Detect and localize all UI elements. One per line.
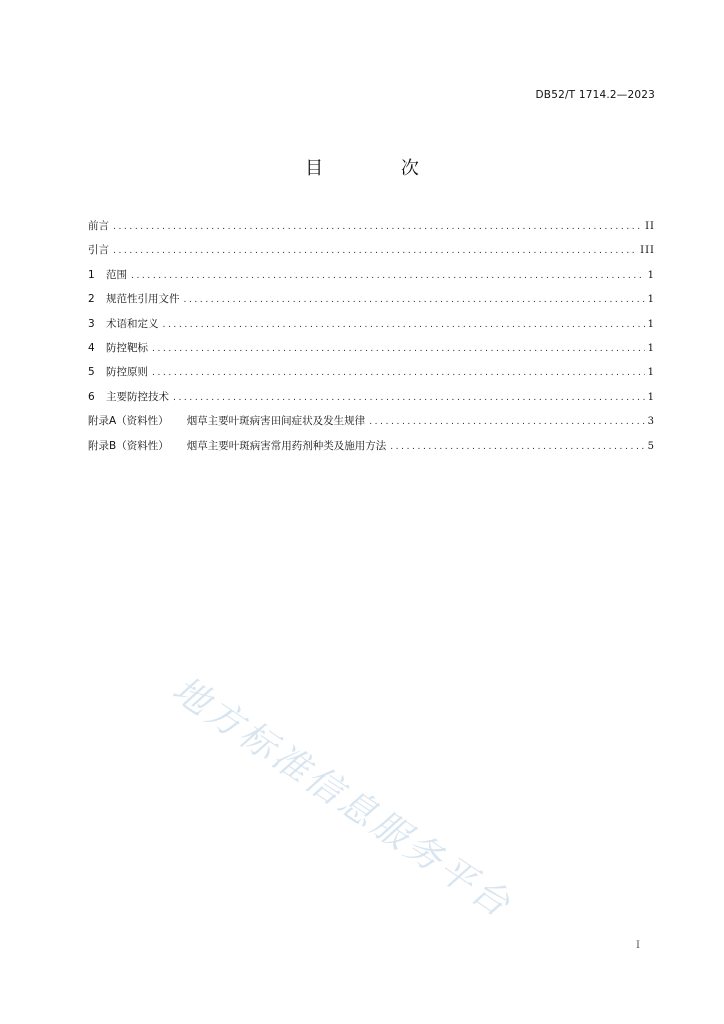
toc-entry-label: 烟草主要叶斑病害田间症状及发生规律 xyxy=(186,415,366,428)
toc-leader-dots xyxy=(163,317,645,333)
page-number: I xyxy=(636,940,640,951)
toc-leader-dots xyxy=(173,390,645,406)
toc-entry-number: 3 xyxy=(88,317,95,330)
table-of-contents xyxy=(88,218,655,462)
toc-appendix-label: 附录A（资料性） xyxy=(88,415,169,428)
toc-entry-control-targets[interactable] xyxy=(88,340,655,364)
toc-entry-number: 1 xyxy=(88,268,95,281)
toc-entry-number: 4 xyxy=(88,341,95,354)
toc-entry-label: 范围 xyxy=(106,268,127,281)
toc-entry-label: 术语和定义 xyxy=(106,317,159,330)
toc-entry-label: 主要防控技术 xyxy=(106,390,169,403)
standard-code: DB52/T 1714.2—2023 xyxy=(535,89,655,101)
toc-entry-label: 前言 xyxy=(88,220,109,232)
toc-entry-number: 6 xyxy=(88,390,95,403)
toc-entry-label: 规范性引用文件 xyxy=(106,293,180,306)
toc-entry-page: II xyxy=(645,221,655,232)
toc-entry-page: 1 xyxy=(647,391,655,403)
toc-entry-appendix-a[interactable] xyxy=(88,413,655,437)
toc-entry-label: 引言 xyxy=(88,244,109,257)
toc-entry-terms-definitions[interactable] xyxy=(88,316,655,340)
toc-entry-normative-references[interactable] xyxy=(88,291,655,315)
toc-entry-introduction[interactable] xyxy=(88,242,655,266)
toc-entry-page: 5 xyxy=(647,440,655,452)
page-title: 目 次 xyxy=(305,158,455,179)
toc-entry-label: 防控靶标 xyxy=(106,341,148,354)
watermark: 地方标准信息服务平台 xyxy=(164,668,520,927)
toc-leader-dots xyxy=(113,219,642,235)
toc-entry-control-techniques[interactable] xyxy=(88,389,655,413)
toc-entry-page: 3 xyxy=(647,416,655,428)
toc-leader-dots xyxy=(113,243,637,259)
toc-entry-scope[interactable] xyxy=(88,267,655,291)
toc-entry-page: 1 xyxy=(647,342,655,354)
toc-appendix-label: 附录B（资料性） xyxy=(88,439,169,452)
toc-entry-number: 5 xyxy=(88,366,95,379)
toc-entry-page: 1 xyxy=(647,269,655,281)
toc-entry-page: 1 xyxy=(647,367,655,379)
toc-entry-label: 烟草主要叶斑病害常用药剂种类及施用方法 xyxy=(186,439,387,452)
toc-leader-dots xyxy=(390,439,644,455)
toc-entry-appendix-b[interactable] xyxy=(88,438,655,462)
toc-entry-number: 2 xyxy=(88,293,95,306)
toc-entry-label: 防控原则 xyxy=(106,366,148,379)
toc-leader-dots xyxy=(369,414,644,430)
toc-entry-page: 1 xyxy=(647,294,655,306)
toc-leader-dots xyxy=(131,268,645,284)
toc-entry-page: III xyxy=(640,245,655,257)
toc-entry-page: 1 xyxy=(647,318,655,330)
toc-leader-dots xyxy=(152,365,645,381)
toc-leader-dots xyxy=(184,292,645,308)
toc-entry-control-principles[interactable] xyxy=(88,364,655,388)
toc-leader-dots xyxy=(152,341,645,357)
toc-entry-foreword[interactable] xyxy=(88,218,655,242)
